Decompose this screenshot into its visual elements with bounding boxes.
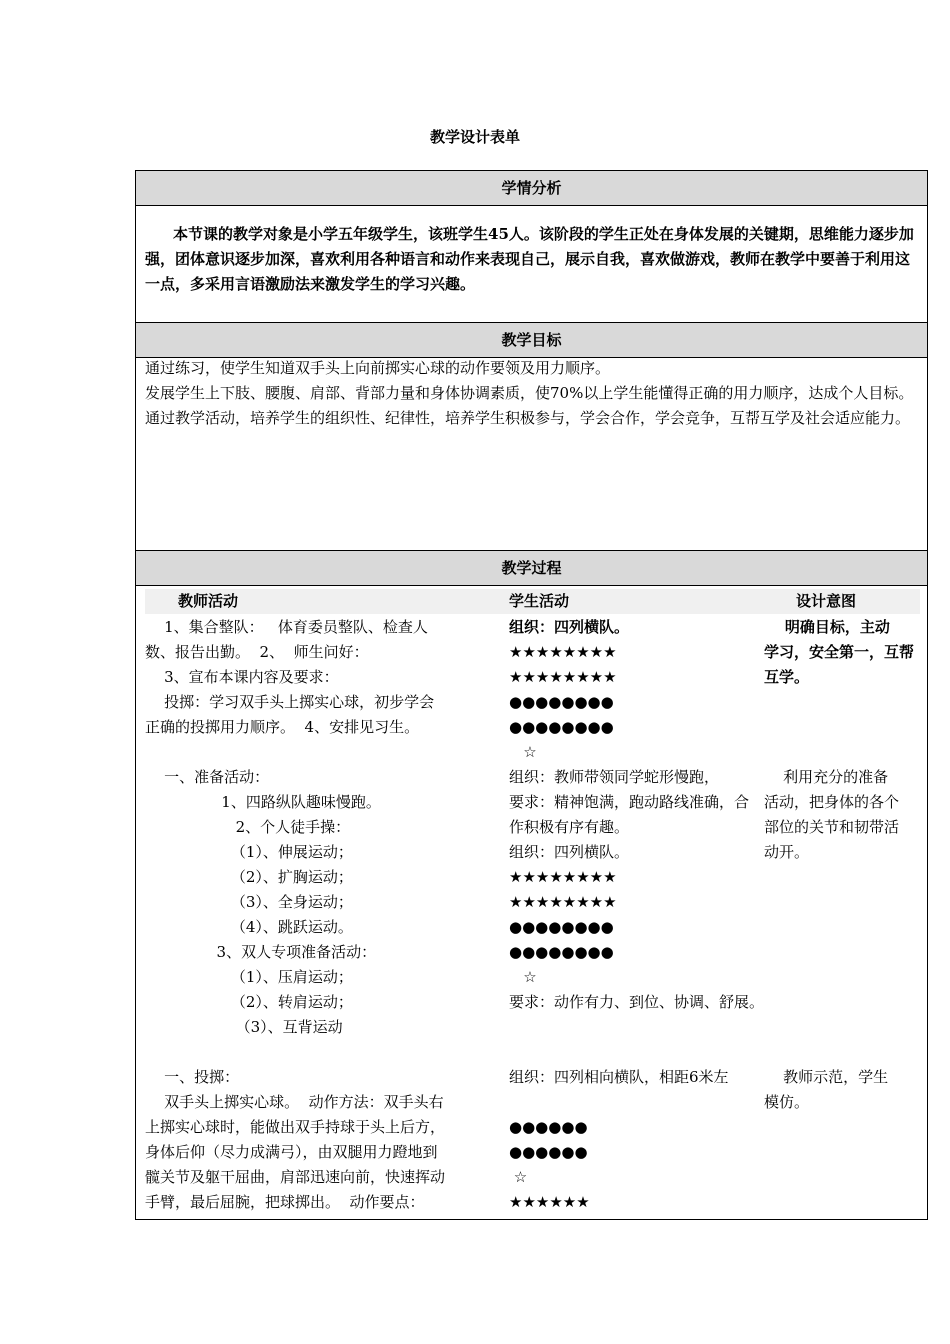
analysis-heading: 学情分析 <box>136 171 927 206</box>
analysis-text: 本节课的教学对象是小学五年级学生，该班学生45人。该阶段的学生正处在身体发展的关键期，思维能力逐步加强，团体意识逐步加深，喜欢利用各种语言和动作来表现自己，展示自我，喜欢做游戏，教师在教学中要善于利用这一点，多采用言语激励法来激发学生的学习兴趣。 <box>145 225 914 293</box>
student-line: ●●●●●●●● <box>509 943 614 961</box>
intent-line <box>764 940 924 965</box>
intent-line <box>764 915 924 940</box>
teacher-line: （2）、转肩运动； <box>145 993 353 1011</box>
intent-line <box>764 890 924 915</box>
student-line: ●●●●●●●● <box>509 718 614 736</box>
intent-line: 部位的关节和韧带活 <box>764 818 900 836</box>
intent-line <box>764 1015 924 1040</box>
teacher-line: （4）、跳跃运动。 <box>145 918 353 936</box>
goals-list <box>145 356 923 431</box>
teacher-line: 身体后仰（尽力成满弓），由双腿用力蹬地到 <box>145 1143 438 1161</box>
student-line <box>509 1090 761 1115</box>
student-line: ★★★★★★ <box>509 1193 590 1211</box>
teacher-line: 1、四路纵队趣味慢跑。 <box>145 793 381 811</box>
intent-line: 动开。 <box>764 843 810 861</box>
student-line: 组织：四列横队。 <box>509 843 630 861</box>
teacher-line: （3）、全身运动； <box>145 893 353 911</box>
student-line: ★★★★★★★★ <box>509 643 617 661</box>
student-line: ☆ <box>509 968 537 986</box>
document-title: 教学设计表单 <box>429 128 520 146</box>
intent-line <box>764 990 924 1015</box>
intent-line: 活动，把身体的各个 <box>764 793 900 811</box>
teacher-line: 3、双人专项准备活动： <box>145 943 377 961</box>
intent-line <box>764 965 924 990</box>
teacher-line: 2、个人徒手操： <box>145 818 351 836</box>
student-line: 组织：教师带领同学蛇形慢跑， <box>509 768 720 786</box>
student-line <box>509 1015 761 1040</box>
student-line: 作积极有序有趣。 <box>509 818 630 836</box>
student-line: 要求：精神饱满，跑动路线准确，合 <box>509 793 750 811</box>
teacher-line: （1）、伸展运动； <box>145 843 353 861</box>
column-header-teacher: 教师活动 <box>178 592 239 610</box>
goals-heading: 教学目标 <box>136 322 927 358</box>
student-line: ☆ <box>509 1168 528 1186</box>
teacher-line: 1、集合整队： 体育委员整队、检查人 <box>145 618 428 636</box>
student-line: ●●●●●●●● <box>509 693 614 711</box>
goal-item: 通过教学活动，培养学生的组织性、纪律性，培养学生积极参与，学会合作，学会竞争，互帮互学及社会适应能力。 <box>145 409 911 427</box>
student-line: ●●●●●● <box>509 1118 588 1136</box>
teacher-line: 一、准备活动： <box>145 768 270 786</box>
goal-item: 发展学生上下肢、腰腹、肩部、背部力量和身体协调素质，使70%以上学生能懂得正确的用力顺序，达成个人目标。 <box>145 384 914 402</box>
intent-line <box>764 740 924 765</box>
column-header-student: 学生活动 <box>509 592 570 610</box>
student-line: 要求：动作有力、到位、协调、舒展。 <box>509 993 765 1011</box>
teacher-line: 数、报告出勤。 2、 师生问好： <box>145 643 369 661</box>
student-line: ★★★★★★★★ <box>509 893 617 911</box>
teacher-line: 正确的投掷用力顺序。 4、安排见习生。 <box>145 718 420 736</box>
intent-line <box>764 715 924 740</box>
teacher-line: （1）、压肩运动； <box>145 968 353 986</box>
student-line: ★★★★★★★★ <box>509 868 617 886</box>
teacher-line: 手臂，最后屈腕，把球掷出。 动作要点： <box>145 1193 425 1211</box>
teacher-line: 髋关节及躯干屈曲，肩部迅速向前，快速挥动 <box>145 1168 446 1186</box>
teacher-line: （2）、扩胸运动； <box>145 868 353 886</box>
intent-line: 学习，安全第一，互帮 <box>764 643 915 661</box>
goal-item: 通过练习，使学生知道双手头上向前掷实心球的动作要领及用力顺序。 <box>145 359 611 377</box>
process-heading: 教学过程 <box>136 550 927 586</box>
student-line: ★★★★★★★★ <box>509 668 617 686</box>
column-header-intent: 设计意图 <box>796 592 857 610</box>
intent-line: 模仿。 <box>764 1093 810 1111</box>
student-activity-column <box>509 615 765 1215</box>
student-line: ●●●●●●●● <box>509 918 614 936</box>
teacher-line: 双手头上掷实心球。 动作方法：双手头右 <box>145 1093 444 1111</box>
intent-line: 教师示范，学生 <box>764 1068 889 1086</box>
intent-line: 利用充分的准备 <box>764 768 889 786</box>
teacher-line: 3、宣布本课内容及要求： <box>145 668 339 686</box>
student-line <box>509 1040 761 1065</box>
teacher-line <box>145 1040 480 1065</box>
teacher-line <box>145 740 480 765</box>
student-line: 组织：四列横队。 <box>509 618 630 636</box>
intent-line <box>764 690 924 715</box>
teacher-activity-column <box>145 615 480 1215</box>
design-intent-column <box>764 615 924 1115</box>
student-line: 组织：四列相向横队，相距6米左 <box>509 1068 729 1086</box>
intent-line <box>764 865 924 890</box>
intent-line: 互学。 <box>764 668 810 686</box>
student-line: ●●●●●● <box>509 1143 588 1161</box>
student-line: ☆ <box>509 743 537 761</box>
teacher-line: （3）、互背运动 <box>145 1018 343 1036</box>
intent-line: 明确目标，主动 <box>764 618 890 636</box>
teacher-line: 一、投掷： <box>145 1068 240 1086</box>
intent-line <box>764 1040 924 1065</box>
process-column-headers <box>145 589 920 614</box>
teacher-line: 投掷：学习双手头上掷实心球，初步学会 <box>145 693 435 711</box>
teacher-line: 上掷实心球时，能做出双手持球于头上后方， <box>145 1118 446 1136</box>
